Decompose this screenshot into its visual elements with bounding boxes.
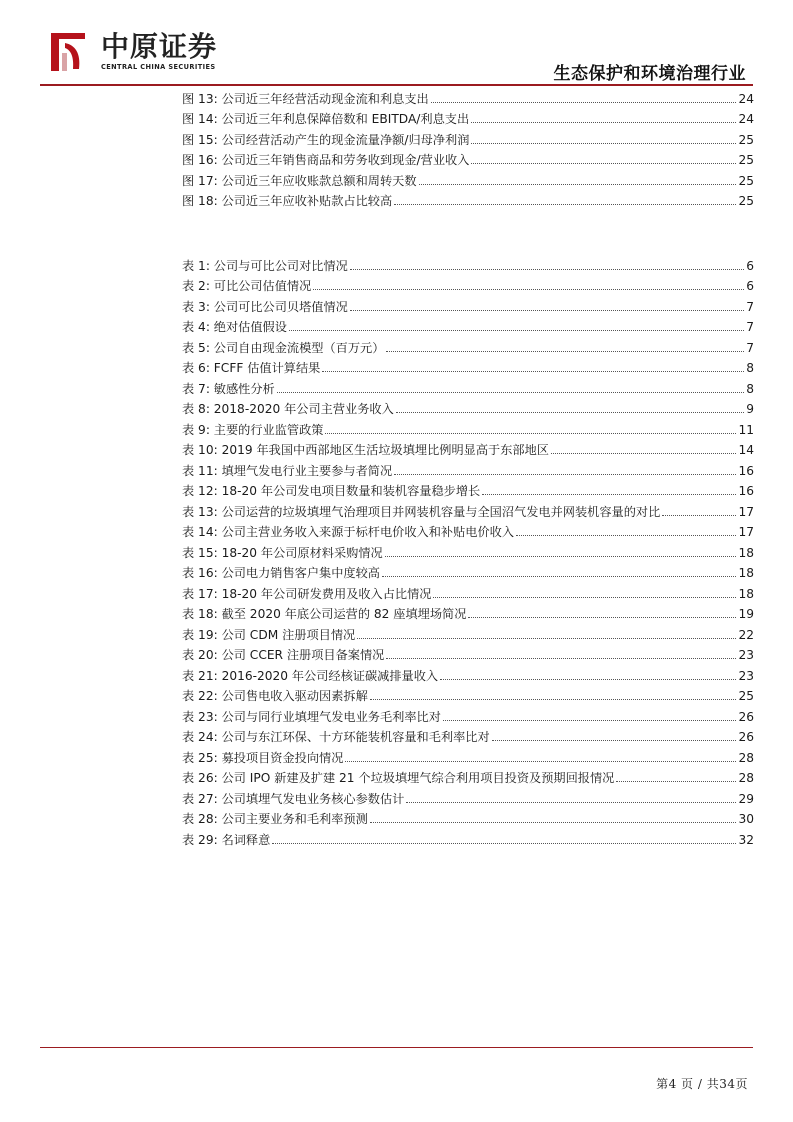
table-entry[interactable] bbox=[182, 417, 754, 438]
entry-title-text: 可比公司估值情况 bbox=[213, 279, 312, 293]
industry-title: 生态保护和环境治理行业 bbox=[553, 64, 746, 84]
dot-leader bbox=[382, 576, 736, 577]
entry-title bbox=[182, 771, 614, 786]
entry-title-text: 2016-2020 年公司经核证碳减排量收入 bbox=[221, 668, 439, 683]
dot-leader bbox=[357, 638, 736, 639]
entry-title-text: 截至 2020 年底公司运营的 82 座填埋场简况 bbox=[221, 607, 467, 621]
dot-leader bbox=[516, 535, 736, 536]
entry-title-text: 公司近三年销售商品和劳务收到现金/营业收入 bbox=[221, 153, 470, 167]
entry-title bbox=[182, 174, 417, 189]
logo-chinese-name: 中原证券 bbox=[101, 30, 218, 63]
entry-label: 图 14: bbox=[182, 112, 218, 126]
entry-title-text: 填埋气发电行业主要参与者简况 bbox=[221, 463, 393, 478]
entry-title bbox=[182, 505, 660, 520]
entry-label: 表 22: bbox=[182, 689, 218, 703]
table-entry[interactable] bbox=[182, 253, 754, 274]
entry-label: 表 8: bbox=[182, 402, 210, 416]
table-entry[interactable] bbox=[182, 725, 754, 746]
entry-title bbox=[182, 92, 429, 107]
table-entry[interactable] bbox=[182, 458, 754, 479]
figure-entry[interactable] bbox=[182, 168, 754, 189]
table-entry[interactable] bbox=[182, 684, 754, 705]
table-entry[interactable] bbox=[182, 827, 754, 848]
entry-title bbox=[182, 730, 490, 745]
dot-leader bbox=[419, 184, 737, 185]
entry-label: 表 5: bbox=[182, 340, 210, 355]
table-entry[interactable] bbox=[182, 704, 754, 725]
entry-page-number: 16 bbox=[738, 484, 754, 498]
entry-title-text: 公司近三年经营活动现金流和利息支出 bbox=[221, 91, 429, 106]
table-entry[interactable] bbox=[182, 479, 754, 500]
dot-leader bbox=[482, 494, 736, 495]
table-entry[interactable] bbox=[182, 561, 754, 582]
figure-entry[interactable] bbox=[182, 86, 754, 107]
entry-title-text: 公司与可比公司对比情况 bbox=[213, 258, 348, 273]
table-entry[interactable] bbox=[182, 766, 754, 787]
table-entry[interactable] bbox=[182, 520, 754, 541]
entry-page-number: 25 bbox=[738, 173, 754, 188]
entry-title bbox=[182, 792, 404, 807]
entry-page-number: 28 bbox=[738, 771, 754, 785]
entry-page-number: 23 bbox=[738, 648, 754, 662]
dot-leader bbox=[272, 843, 736, 844]
dot-leader bbox=[492, 740, 737, 741]
entry-title bbox=[182, 587, 431, 602]
entry-title bbox=[182, 259, 348, 274]
table-entry[interactable] bbox=[182, 274, 754, 295]
entry-page-number: 18 bbox=[738, 566, 754, 580]
dot-leader bbox=[406, 802, 736, 803]
entry-title-text: 18-20 年公司原材料采购情况 bbox=[221, 545, 383, 560]
table-entry[interactable] bbox=[182, 581, 754, 602]
entry-page-number: 16 bbox=[738, 463, 754, 478]
dot-leader bbox=[322, 371, 744, 372]
dot-leader bbox=[350, 310, 744, 311]
entry-label: 表 6: bbox=[182, 361, 210, 375]
dot-leader bbox=[370, 822, 737, 823]
dot-leader bbox=[325, 433, 736, 434]
entry-page-number: 7 bbox=[746, 320, 754, 334]
dot-leader bbox=[551, 453, 737, 454]
table-entry[interactable] bbox=[182, 294, 754, 315]
entry-label: 表 26: bbox=[182, 771, 218, 785]
entry-title-text: 公司可比公司贝塔值情况 bbox=[213, 299, 348, 314]
entry-label: 表 10: bbox=[182, 443, 218, 457]
entry-page-number: 14 bbox=[738, 443, 754, 457]
logo-english-name: CENTRAL CHINA SECURITIES bbox=[101, 63, 216, 71]
dot-leader bbox=[440, 679, 736, 680]
entry-title bbox=[182, 300, 348, 315]
entry-title bbox=[182, 194, 392, 209]
entry-title-text: 公司经营活动产生的现金流量净额/归母净利润 bbox=[221, 132, 470, 147]
entry-title bbox=[182, 361, 320, 376]
entry-title bbox=[182, 341, 384, 356]
entry-label: 表 23: bbox=[182, 709, 218, 724]
figure-entry[interactable] bbox=[182, 127, 754, 148]
entry-label: 表 15: bbox=[182, 545, 218, 560]
table-entry[interactable] bbox=[182, 745, 754, 766]
figure-entry[interactable] bbox=[182, 189, 754, 210]
dot-leader bbox=[394, 474, 736, 475]
entry-title-text: 公司自由现金流模型（百万元） bbox=[213, 340, 385, 355]
table-entry[interactable] bbox=[182, 643, 754, 664]
entry-page-number: 25 bbox=[738, 689, 754, 703]
entry-title bbox=[182, 546, 383, 561]
entry-page-number: 24 bbox=[738, 91, 754, 106]
entry-page-number: 8 bbox=[746, 381, 754, 396]
entry-page-number: 8 bbox=[746, 361, 754, 375]
entry-title bbox=[182, 525, 514, 540]
entry-label: 表 7: bbox=[182, 381, 210, 396]
entry-title-text: 公司主营业务收入来源于标杆电价收入和补贴电价收入 bbox=[221, 525, 515, 539]
table-entry[interactable] bbox=[182, 376, 754, 397]
entry-label: 表 19: bbox=[182, 627, 218, 642]
entry-page-number: 7 bbox=[746, 340, 754, 355]
entry-title-text: 公司近三年应收补贴款占比较高 bbox=[221, 194, 393, 208]
entry-label: 图 17: bbox=[182, 173, 218, 188]
entry-title-text: 公司 CCER 注册项目备案情况 bbox=[221, 648, 385, 662]
entry-page-number: 28 bbox=[738, 750, 754, 765]
entry-label: 表 12: bbox=[182, 484, 218, 498]
dot-leader bbox=[289, 330, 744, 331]
entry-title-text: 公司运营的垃圾填埋气治理项目并网装机容量与全国沼气发电并网装机容量的对比 bbox=[221, 504, 661, 519]
company-logo bbox=[45, 29, 245, 75]
entry-title-text: 公司与东江环保、十方环能装机容量和毛利率比对 bbox=[221, 730, 490, 744]
entry-page-number: 6 bbox=[746, 279, 754, 293]
entry-title-text: 公司 CDM 注册项目情况 bbox=[221, 627, 356, 642]
entry-label: 表 21: bbox=[182, 668, 218, 683]
figure-entry[interactable] bbox=[182, 148, 754, 169]
dot-leader bbox=[471, 122, 736, 123]
logo-mark-icon bbox=[45, 29, 91, 75]
entry-label: 表 20: bbox=[182, 648, 218, 662]
table-entry[interactable] bbox=[182, 807, 754, 828]
figure-list bbox=[182, 86, 754, 209]
dot-leader bbox=[385, 556, 737, 557]
footer-divider bbox=[40, 1047, 753, 1048]
dot-leader bbox=[468, 617, 736, 618]
entry-title bbox=[182, 648, 384, 663]
dot-leader bbox=[350, 269, 744, 270]
dot-leader bbox=[277, 392, 745, 393]
entry-title-text: 名词释意 bbox=[221, 832, 271, 847]
dot-leader bbox=[394, 204, 736, 205]
dot-leader bbox=[616, 781, 736, 782]
entry-title bbox=[182, 689, 368, 704]
table-entry[interactable] bbox=[182, 786, 754, 807]
entry-page-number: 11 bbox=[738, 422, 754, 437]
entry-title bbox=[182, 320, 287, 335]
entry-title-text: 公司填埋气发电业务核心参数估计 bbox=[221, 791, 405, 806]
dot-leader bbox=[443, 720, 737, 721]
entry-label: 表 24: bbox=[182, 730, 218, 744]
entry-title-text: 募投项目资金投向情况 bbox=[221, 750, 344, 765]
entry-title-text: FCFF 估值计算结果 bbox=[213, 361, 321, 375]
entry-page-number: 25 bbox=[738, 153, 754, 167]
entry-title-text: 2018-2020 年公司主营业务收入 bbox=[213, 402, 394, 416]
entry-label: 表 9: bbox=[182, 422, 210, 437]
entry-title bbox=[182, 153, 469, 168]
entry-title bbox=[182, 607, 466, 622]
entry-title-text: 绝对估值假设 bbox=[213, 320, 287, 334]
dot-leader bbox=[386, 351, 744, 352]
table-entry[interactable] bbox=[182, 438, 754, 459]
entry-page-number: 19 bbox=[738, 607, 754, 621]
entry-label: 图 18: bbox=[182, 194, 218, 208]
table-entry[interactable] bbox=[182, 356, 754, 377]
dot-leader bbox=[396, 412, 744, 413]
entry-page-number: 24 bbox=[738, 112, 754, 126]
entry-label: 表 25: bbox=[182, 750, 218, 765]
entry-title-text: 18-20 年公司发电项目数量和装机容量稳步增长 bbox=[221, 484, 481, 498]
entry-title bbox=[182, 443, 549, 458]
entry-page-number: 9 bbox=[746, 402, 754, 416]
page-indicator: 第4 页 / 共34页 bbox=[656, 1077, 748, 1091]
entry-title-text: 2019 年我国中西部地区生活垃圾填埋比例明显高于东部地区 bbox=[221, 443, 549, 457]
entry-title bbox=[182, 423, 323, 438]
entry-label: 表 4: bbox=[182, 320, 210, 334]
entry-title-text: 公司售电收入驱动因素拆解 bbox=[221, 689, 368, 703]
entry-label: 图 13: bbox=[182, 91, 218, 106]
entry-label: 表 1: bbox=[182, 258, 210, 273]
entry-page-number: 18 bbox=[738, 586, 754, 601]
entry-label: 表 28: bbox=[182, 812, 218, 826]
entry-label: 表 18: bbox=[182, 607, 218, 621]
entry-page-number: 7 bbox=[746, 299, 754, 314]
figure-entry[interactable] bbox=[182, 107, 754, 128]
entry-title bbox=[182, 833, 270, 848]
entry-label: 表 16: bbox=[182, 566, 218, 580]
table-entry[interactable] bbox=[182, 602, 754, 623]
entry-label: 表 13: bbox=[182, 504, 218, 519]
dot-leader bbox=[386, 658, 736, 659]
entry-label: 表 14: bbox=[182, 525, 218, 539]
entry-title bbox=[182, 484, 480, 499]
entry-title-text: 公司近三年利息保障倍数和 EBITDA/利息支出 bbox=[221, 112, 470, 126]
entry-page-number: 26 bbox=[738, 709, 754, 724]
table-entry[interactable] bbox=[182, 622, 754, 643]
entry-page-number: 18 bbox=[738, 545, 754, 560]
entry-title bbox=[182, 402, 394, 417]
dot-leader bbox=[433, 597, 736, 598]
table-entry[interactable] bbox=[182, 663, 754, 684]
table-entry[interactable] bbox=[182, 335, 754, 356]
entry-page-number: 6 bbox=[746, 258, 754, 273]
table-entry[interactable] bbox=[182, 397, 754, 418]
entry-label: 表 11: bbox=[182, 463, 218, 478]
dot-leader bbox=[431, 102, 737, 103]
entry-page-number: 17 bbox=[738, 525, 754, 539]
table-entry[interactable] bbox=[182, 315, 754, 336]
entry-title bbox=[182, 669, 438, 684]
dot-leader bbox=[345, 761, 736, 762]
entry-page-number: 25 bbox=[738, 132, 754, 147]
dot-leader bbox=[662, 515, 736, 516]
table-entry[interactable] bbox=[182, 540, 754, 561]
entry-page-number: 25 bbox=[738, 194, 754, 208]
entry-title-text: 公司电力销售客户集中度较高 bbox=[221, 566, 380, 580]
dot-leader bbox=[313, 289, 744, 290]
entry-page-number: 32 bbox=[738, 832, 754, 847]
entry-title bbox=[182, 566, 380, 581]
entry-title bbox=[182, 464, 392, 479]
entry-page-number: 17 bbox=[738, 504, 754, 519]
entry-label: 表 2: bbox=[182, 279, 210, 293]
entry-title-text: 公司与同行业填埋气发电业务毛利率比对 bbox=[221, 709, 441, 724]
entry-title bbox=[182, 279, 311, 294]
entry-title-text: 18-20 年公司研发费用及收入占比情况 bbox=[221, 586, 432, 601]
table-list bbox=[182, 253, 754, 848]
entry-title bbox=[182, 812, 368, 827]
dot-leader bbox=[471, 143, 736, 144]
entry-title bbox=[182, 628, 355, 643]
entry-title bbox=[182, 133, 469, 148]
entry-title-text: 公司主要业务和毛利率预测 bbox=[221, 812, 368, 826]
entry-label: 表 29: bbox=[182, 832, 218, 847]
entry-title bbox=[182, 382, 275, 397]
entry-title bbox=[182, 751, 343, 766]
entry-label: 图 16: bbox=[182, 153, 218, 167]
entry-label: 表 17: bbox=[182, 586, 218, 601]
entry-label: 表 27: bbox=[182, 791, 218, 806]
dot-leader bbox=[370, 699, 737, 700]
entry-label: 表 3: bbox=[182, 299, 210, 314]
entry-page-number: 29 bbox=[738, 791, 754, 806]
entry-page-number: 30 bbox=[738, 812, 754, 826]
entry-title-text: 公司近三年应收账款总额和周转天数 bbox=[221, 173, 417, 188]
entry-title-text: 主要的行业监管政策 bbox=[213, 422, 324, 437]
table-entry[interactable] bbox=[182, 499, 754, 520]
entry-label: 图 15: bbox=[182, 132, 218, 147]
entry-title-text: 公司 IPO 新建及扩建 21 个垃圾填埋气综合利用项目投资及预期回报情况 bbox=[221, 771, 615, 785]
entry-page-number: 22 bbox=[738, 627, 754, 642]
entry-title bbox=[182, 112, 469, 127]
entry-title bbox=[182, 710, 441, 725]
entry-page-number: 23 bbox=[738, 668, 754, 683]
entry-page-number: 26 bbox=[738, 730, 754, 744]
entry-title-text: 敏感性分析 bbox=[213, 381, 275, 396]
dot-leader bbox=[471, 163, 736, 164]
